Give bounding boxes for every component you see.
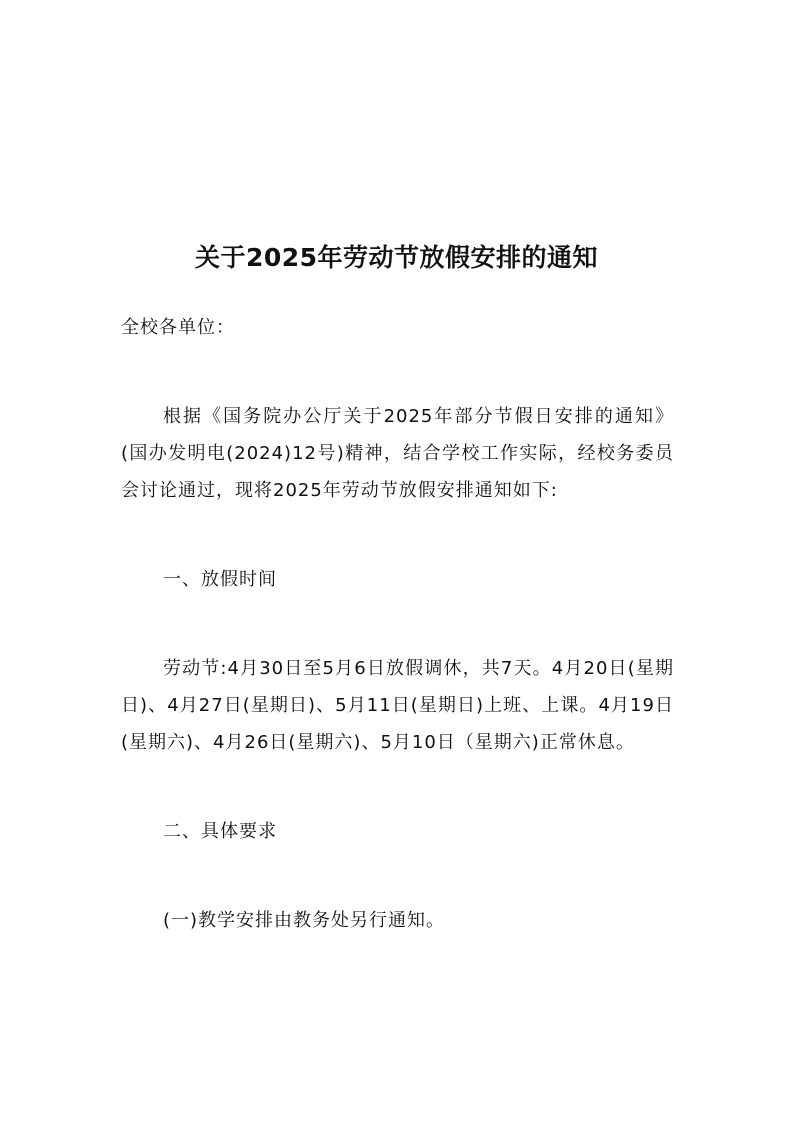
section-heading-requirements: 二、具体要求 bbox=[163, 821, 277, 842]
holiday-time-paragraph: 劳动节:4月30日至5月6日放假调休，共7天。4月20日(星期日)、4月27日(星期日)、5月11日(星期日)上班、上课。4月19日(星期六)、4月26日(星期六)、5月10日（星期六)正常休息。 bbox=[121, 658, 674, 753]
intro-paragraph: 根据《国务院办公厅关于2025年部分节假日安排的通知》(国办发明电(2024)12号)精神，结合学校工作实际，经校务委员会讨论通过，现将2025年劳动节放假安排通知如下: bbox=[121, 406, 674, 501]
salutation: 全校各单位： bbox=[121, 317, 235, 338]
document-body bbox=[121, 309, 674, 939]
document-title: 关于2025年劳动节放假安排的通知 bbox=[194, 243, 599, 272]
section-heading-holiday-time: 一、放假时间 bbox=[163, 569, 277, 590]
requirement-item-1: (一)教学安排由教务处另行通知。 bbox=[163, 910, 446, 931]
